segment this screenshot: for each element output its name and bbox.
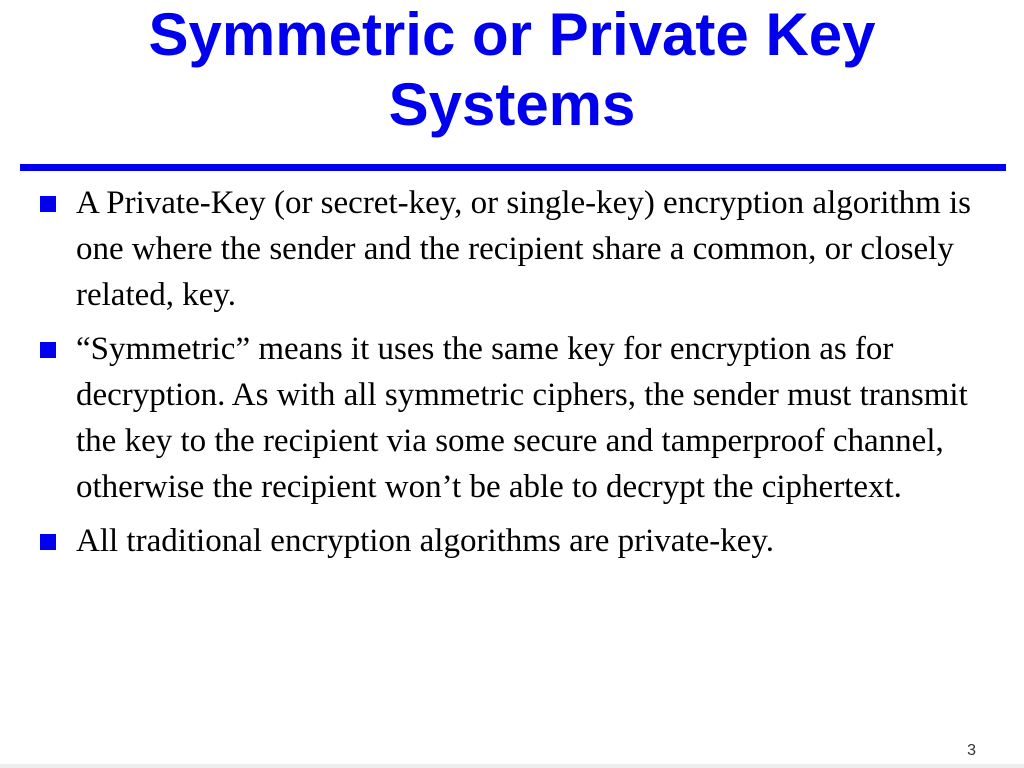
title-divider [20, 164, 1006, 171]
bullet-item-traditional [40, 518, 990, 564]
slide-title-line-2: Systems [388, 71, 636, 138]
slide-number: 3 [967, 742, 976, 759]
bottom-edge [0, 764, 1024, 768]
bullet-text: A Private-Key (or secret-key, or single-key) encryption algorithm is one where the sender and the recipient share a common, or closely related, key. [76, 185, 971, 313]
square-bullet-icon [40, 342, 56, 358]
square-bullet-icon [40, 196, 56, 212]
bullet-text: “Symmetric” means it uses the same key for encryption as for decryption. As with all symmetric ciphers, the sender must transmit the key to the recipient via some secure and tamperproof channel, otherwise the recipient won’t be able to decrypt the ciphertext. [76, 331, 968, 505]
square-bullet-icon [40, 534, 56, 550]
bullet-item-private-key [40, 180, 990, 318]
bullet-list [40, 180, 990, 572]
bullet-item-symmetric [40, 326, 990, 510]
bullet-text: All traditional encryption algorithms are private-key. [76, 523, 774, 559]
slide-title-line-1: Symmetric or Private Key [148, 1, 876, 68]
slide-title [60, 0, 964, 140]
